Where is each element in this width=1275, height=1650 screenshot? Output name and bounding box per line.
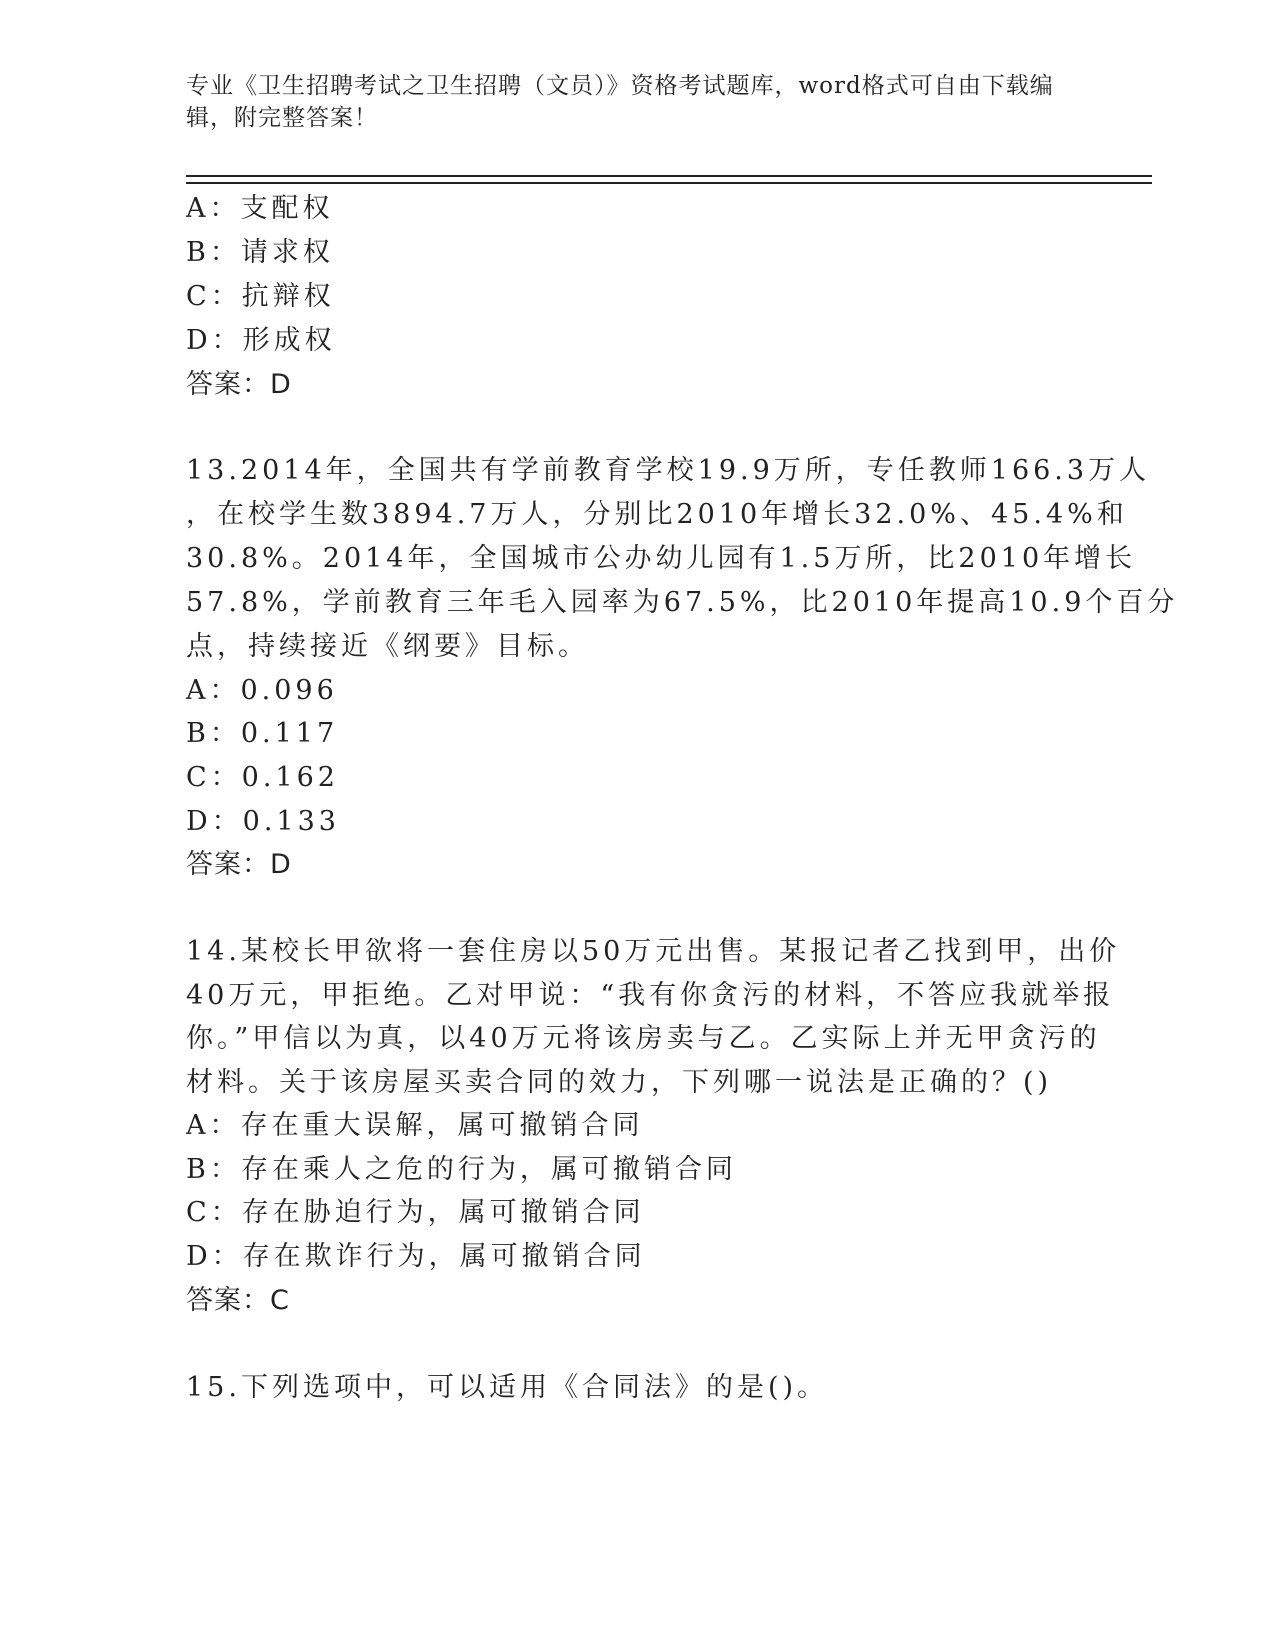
q14-answer: 答案：C (186, 1285, 290, 1316)
q14-text-line-1: 14.某校长甲欲将一套住房以50万元出售。某报记者乙找到甲，出价 (186, 936, 1121, 967)
q12-option-d: D：形成权 (186, 325, 336, 356)
q13-option-b: B：0.117 (186, 718, 339, 749)
q13-option-c: C：0.162 (186, 762, 339, 793)
q13-text-line-2: ，在校学生数3894.7万人，分别比2010年增长32.0%、45.4%和 (186, 499, 1128, 530)
q14-option-b: B：存在乘人之危的行为，属可撤销合同 (186, 1154, 737, 1185)
q13-text-line-1: 13.2014年，全国共有学前教育学校19.9万所，专任教师166.3万人 (186, 455, 1151, 486)
q13-answer: 答案：D (186, 849, 292, 880)
header-rule-bottom (186, 182, 1152, 184)
q13-option-a: A：0.096 (186, 675, 338, 706)
q12-option-a: A：支配权 (186, 193, 334, 224)
q14-option-c: C：存在胁迫行为，属可撤销合同 (186, 1197, 645, 1228)
q14-text-line-4: 材料。关于该房屋买卖合同的效力，下列哪一说法是正确的？() (186, 1067, 1053, 1098)
q12-option-b: B：请求权 (186, 237, 334, 268)
q14-option-d: D：存在欺诈行为，属可撤销合同 (186, 1241, 646, 1272)
q15-text-line-1: 15.下列选项中，可以适用《合同法》的是()。 (186, 1372, 829, 1403)
q13-option-d: D：0.133 (186, 806, 340, 837)
q13-text-line-3: 30.8%。2014年，全国城市公办幼儿园有1.5万所，比2010年增长 (186, 543, 1137, 574)
q14-option-a: A：存在重大误解，属可撤销合同 (186, 1110, 644, 1141)
q12-answer: 答案：D (186, 369, 292, 400)
q13-text-line-5: 点，持续接近《纲要》目标。 (186, 631, 589, 662)
q14-text-line-2: 40万元，甲拒绝。乙对甲说：“我有你贪污的材料，不答应我就举报 (186, 980, 1115, 1011)
document-header: 专业《卫生招聘考试之卫生招聘（文员）》资格考试题库，word格式可自由下载编辑，附完整答案！ (186, 73, 1054, 131)
q12-option-c: C：抗辩权 (186, 281, 335, 312)
header-rule-top (186, 175, 1152, 177)
q13-text-line-4: 57.8%，学前教育三年毛入园率为67.5%，比2010年提高10.9个百分 (186, 587, 1179, 618)
q14-text-line-3: 你。”甲信以为真，以40万元将该房卖与乙。乙实际上并无甲贪污的 (186, 1023, 1101, 1054)
